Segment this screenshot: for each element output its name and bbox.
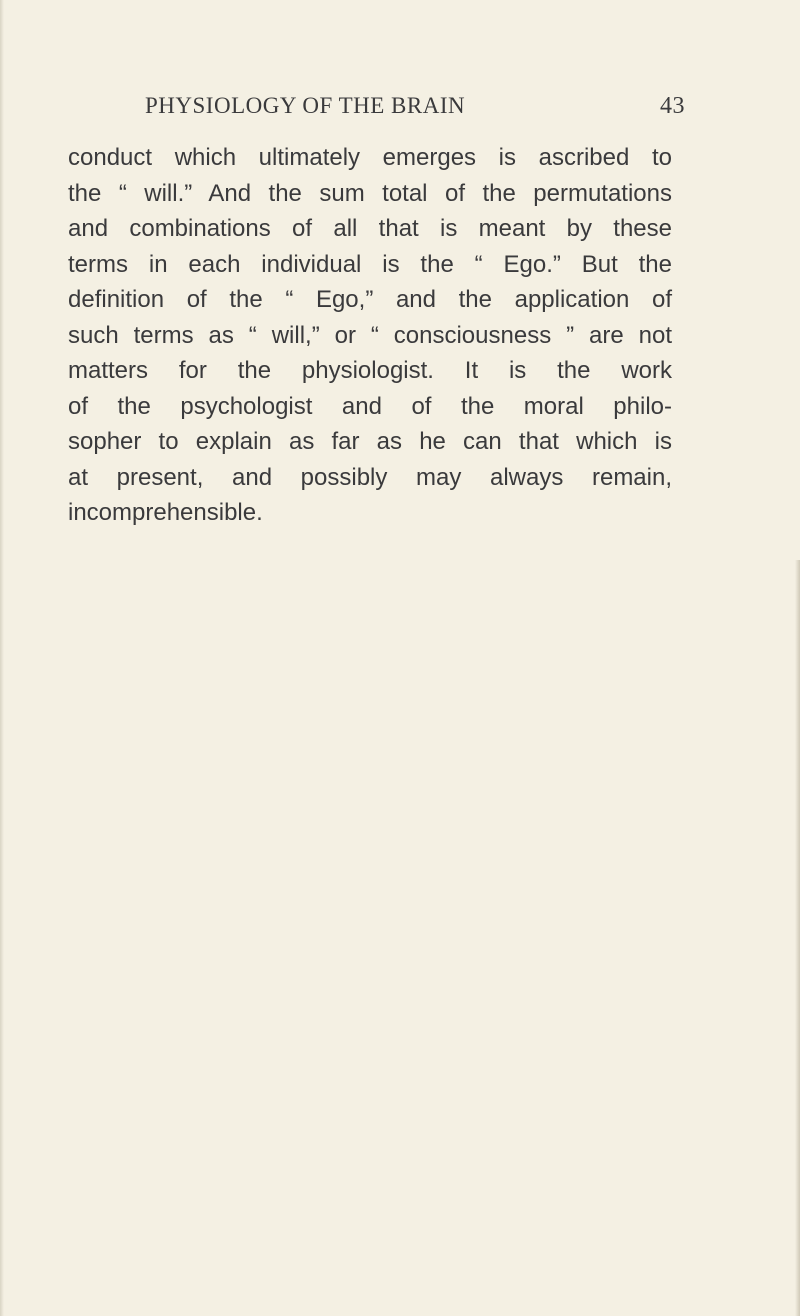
text-line: at present, and possibly may always remain,: [68, 463, 672, 491]
text-line: matters for the physiologist. It is the work: [68, 357, 672, 384]
text-line: the “ will.” And the sum total of the permutations: [68, 179, 672, 207]
page-edge-left: [0, 0, 4, 1316]
body-paragraph: [68, 140, 672, 531]
text-line: incomprehensible.: [68, 499, 263, 526]
running-head: [145, 93, 685, 133]
page-edge-right: [795, 560, 800, 1316]
page-number: 43: [660, 93, 685, 119]
text-line: sopher to explain as far as he can that which is: [68, 428, 672, 455]
text-line: such terms as “ will,” or “ consciousness ” are not: [68, 321, 672, 349]
text-line: conduct which ultimately emerges is ascribed to: [68, 144, 672, 171]
text-line: definition of the “ Ego,” and the application of: [68, 286, 672, 313]
text-line: terms in each individual is the “ Ego.” But the: [68, 250, 672, 278]
running-title: PHYSIOLOGY OF THE BRAIN: [145, 93, 466, 118]
text-line: of the psychologist and of the moral philo-: [68, 392, 672, 420]
text-line: and combinations of all that is meant by these: [68, 215, 672, 242]
